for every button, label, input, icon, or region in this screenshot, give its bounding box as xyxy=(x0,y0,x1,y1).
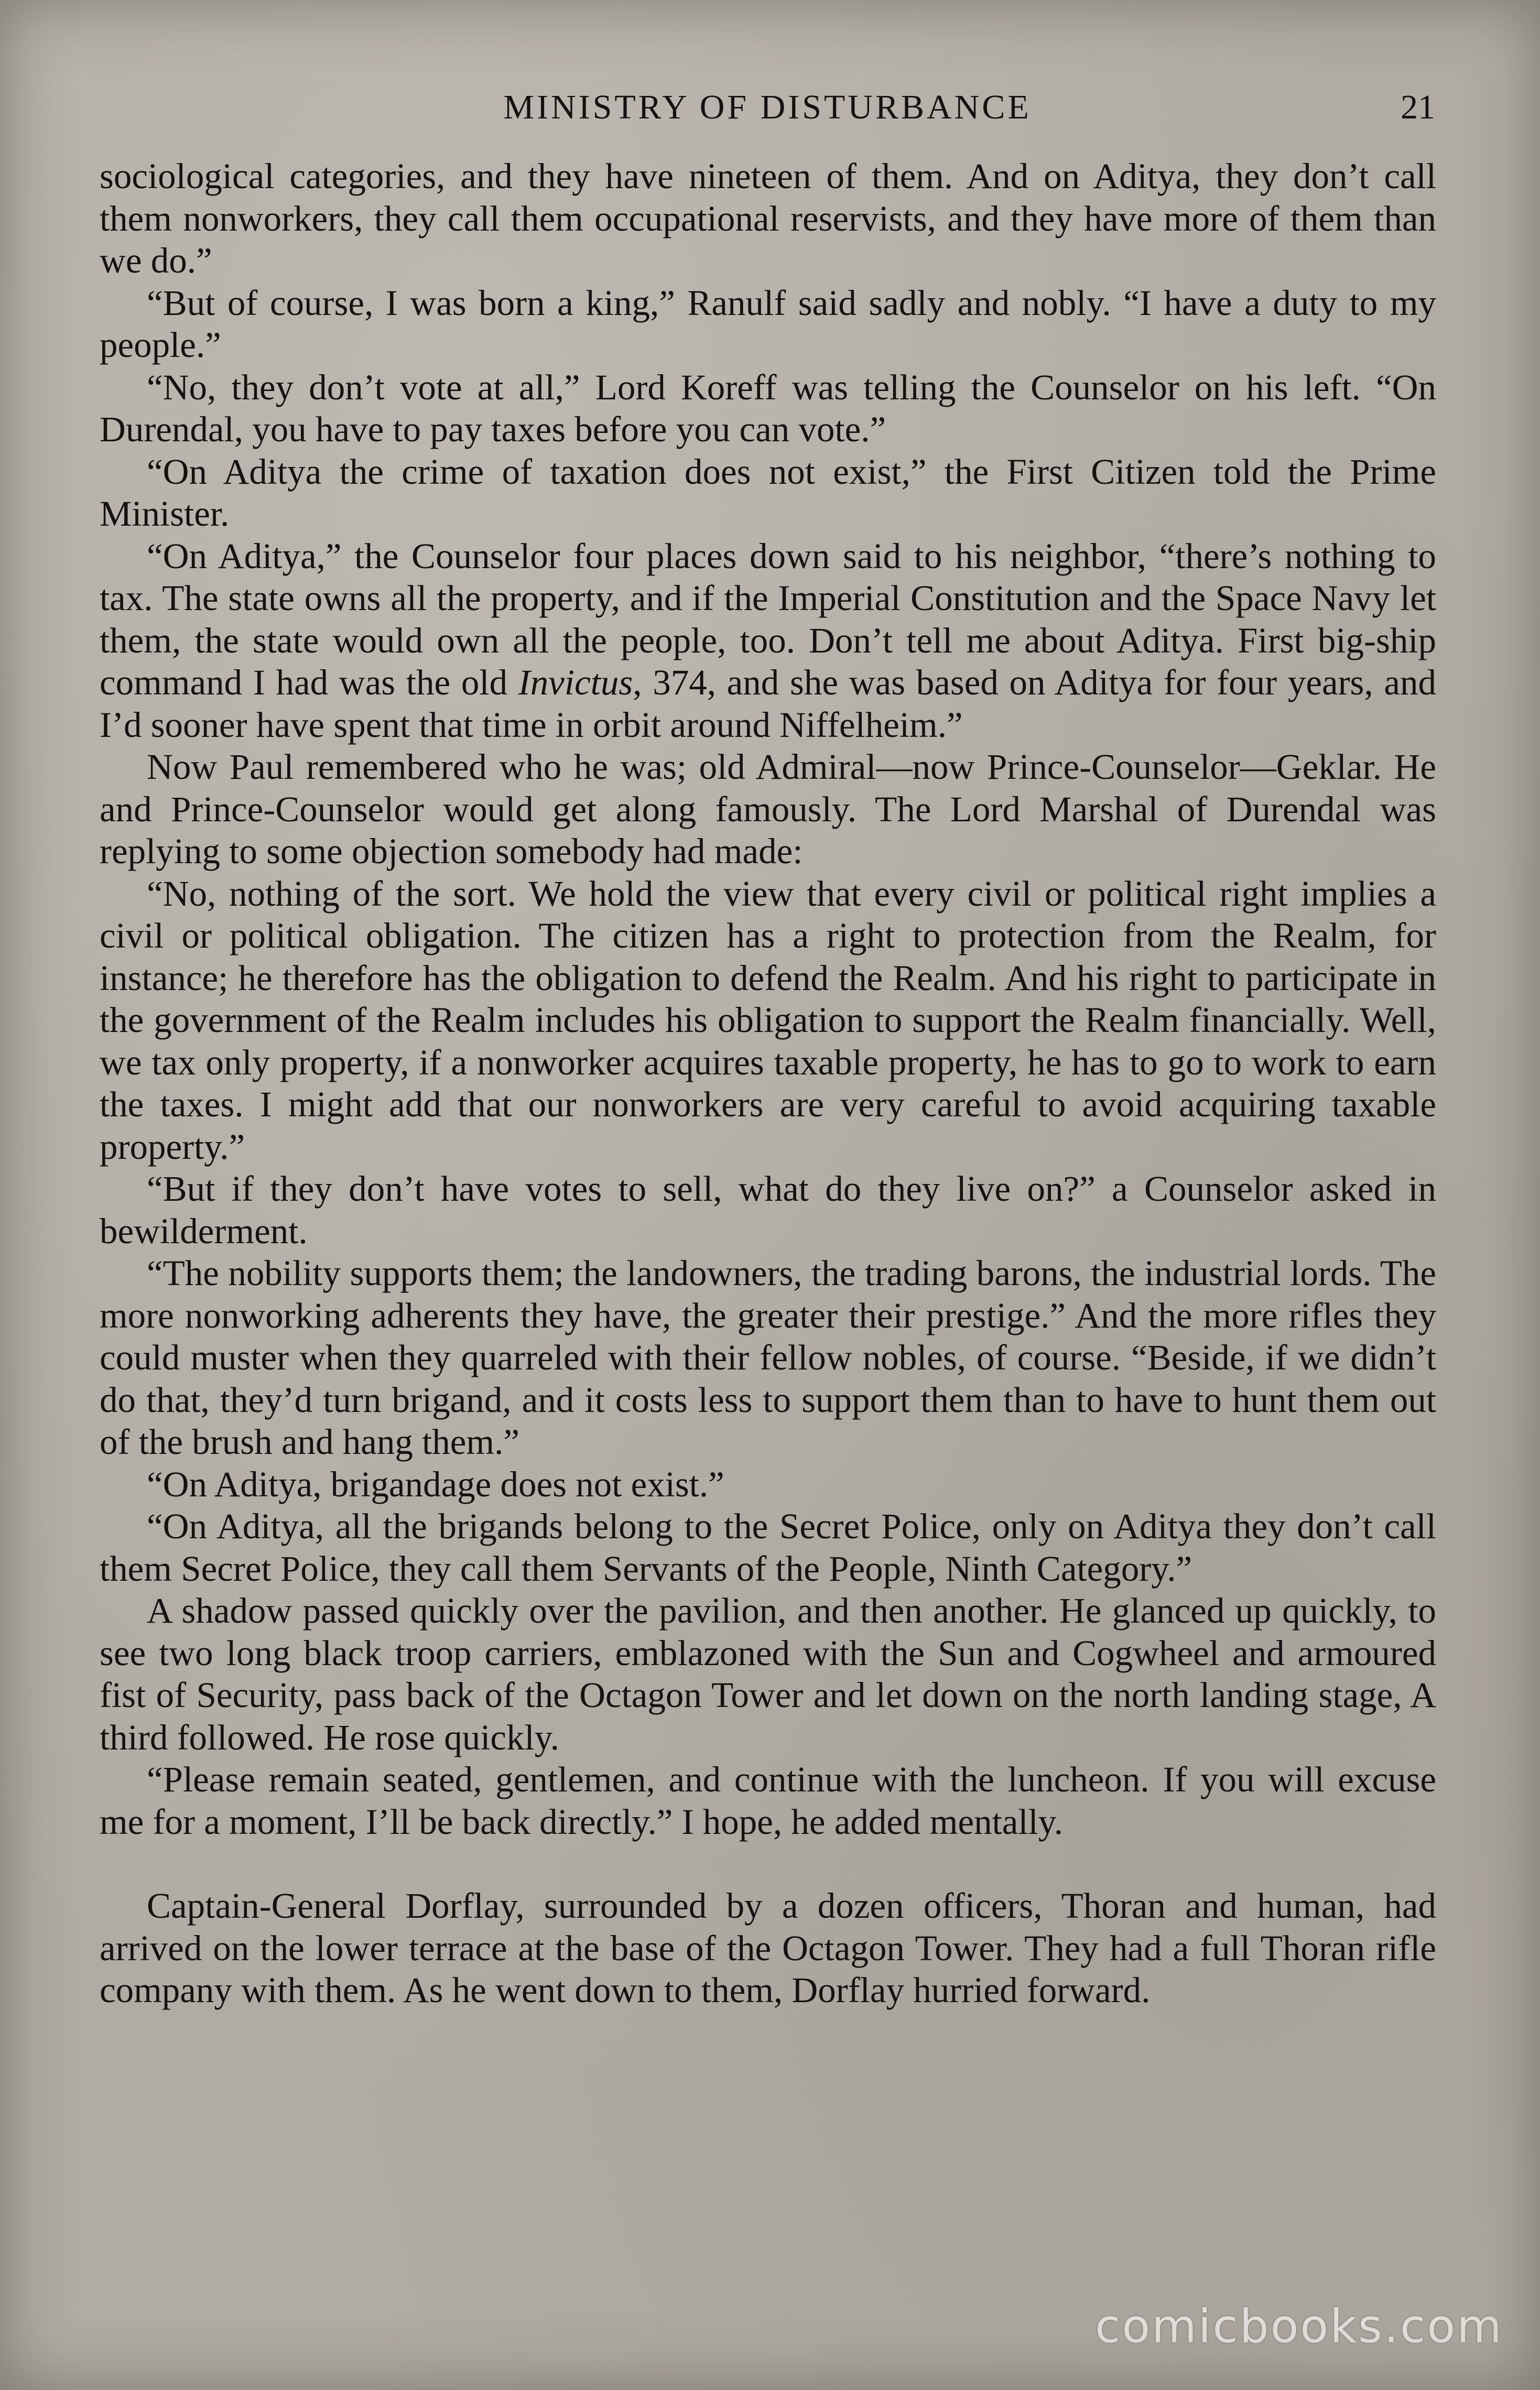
paragraph: Now Paul remembered who he was; old Admiral—now Prince-Counselor—Geklar. He and Prince-Counselor would get along famously. The Lord Marshal of Durendal was replying to some objection somebody had made: xyxy=(100,747,1436,871)
paragraph-part: “On Aditya,” the Counselor four places down said to his neighbor, “there’s nothing to tax. The state owns all the property, and if the Imperial Constitution and the Space Navy let them, the state would own all the people, too. Don’t tell me about Aditya. First big-ship command I had was the old xyxy=(100,536,1436,702)
paragraph-part: , 374, and she was based on Aditya for four years, and I’d sooner have spent that time in orbit around Niffelheim.” xyxy=(100,662,1437,745)
ship-name: Invictus xyxy=(518,662,633,702)
paragraph: Captain-General Dorflay, surrounded by a dozen officers, Thoran and human, had arrived on the lower terrace at the base of the Octagon Tower. They had a full Thoran rifle company with them. As he went down to them, Dorflay hurried forward. xyxy=(100,1886,1436,2010)
watermark: comicbooks.com xyxy=(1094,2299,1503,2353)
paragraph: “The nobility supports them; the landowners, the trading barons, the industrial lords. The more nonworking adherents they have, the greater their prestige.” And the more rifles they could muster when they quarreled with their fellow nobles, of course. “Beside, if we didn’t do that, they’d turn brigand, and it costs less to support them than to have to hunt them out of the brush and hang them.” xyxy=(100,1253,1436,1462)
paragraph: “No, they don’t vote at all,” Lord Koreff was telling the Counselor on his left. “On Durendal, you have to pay taxes before you can vote.” xyxy=(100,367,1436,449)
paragraph: A shadow passed quickly over the pavilion, and then another. He glanced up quickly, to see two long black troop carriers, emblazoned with the Sun and Cogwheel and armoured fist of Security, pass back of the Octagon Tower and let down on the north landing stage, A third followed. He rose quickly. xyxy=(100,1591,1436,1757)
paragraph: “Please remain seated, gentlemen, and continue with the luncheon. If you will excuse me for a moment, I’ll be back directly.” I hope, he added mentally. xyxy=(100,1759,1436,1842)
paragraph: “No, nothing of the sort. We hold the view that every civil or political right implies a civil or political obligation. The citizen has a right to protection from the Realm, for instance; he therefore has the obligation to defend the Realm. And his right to participate in the government of the Realm includes his obligation to support the Realm financially. Well, we tax only property, if a nonworker acquires taxable property, he has to go to work to earn the taxes. I might add that our nonworkers are very careful to avoid acquiring taxable property.” xyxy=(100,873,1436,1167)
paragraph: “But if they don’t have votes to sell, what do they live on?” a Counselor asked in bewilderment. xyxy=(100,1169,1436,1251)
paragraph: “On Aditya the crime of taxation does not exist,” the First Citizen told the Prime Minister. xyxy=(100,451,1436,534)
paragraph: “But of course, I was born a king,” Ranulf said sadly and nobly. “I have a duty to my people.” xyxy=(100,283,1436,365)
body-text xyxy=(100,155,1436,2012)
paragraph: sociological categories, and they have nineteen of them. And on Aditya, they don’t call them nonworkers, they call them occupational reservists, and they have more of them than we do.” xyxy=(100,156,1436,280)
running-head: MINISTRY OF DISTURBANCE xyxy=(503,88,1032,126)
paragraph: “On Aditya, brigandage does not exist.” xyxy=(147,1464,724,1504)
paragraph xyxy=(100,535,1436,746)
page-header xyxy=(100,81,1435,134)
page-number: 21 xyxy=(1401,88,1435,126)
paragraph: “On Aditya, all the brigands belong to the Secret Police, only on Aditya they don’t call them Secret Police, they call them Servants of the People, Ninth Category.” xyxy=(100,1506,1436,1589)
